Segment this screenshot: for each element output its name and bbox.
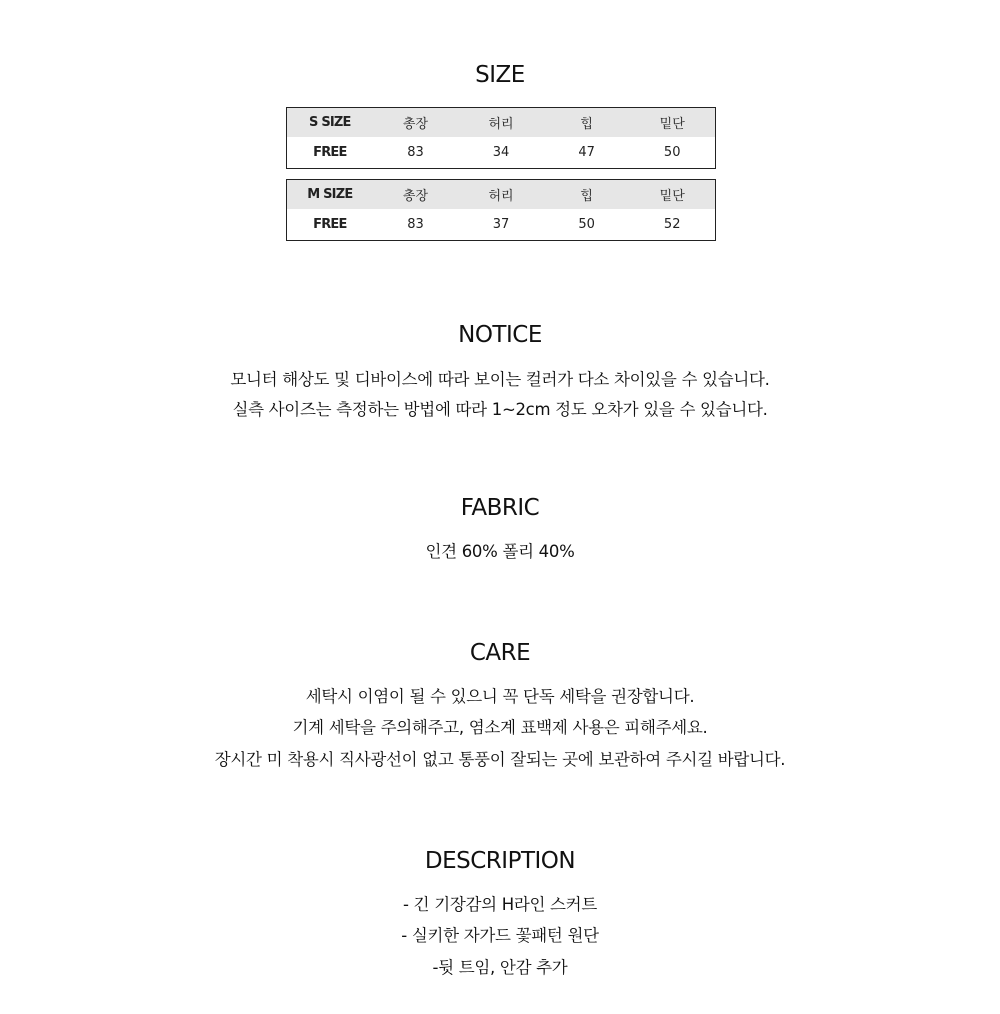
- header-length: 총장: [373, 180, 459, 210]
- value-waist: 34: [458, 137, 544, 169]
- header-waist: 허리: [458, 180, 544, 210]
- care-title: CARE: [469, 640, 531, 666]
- description-line: -뒷 트임, 안감 추가: [432, 958, 568, 977]
- size-table-value-row: [287, 137, 716, 169]
- value-hem: 52: [629, 209, 715, 241]
- description-line: - 실키한 자가드 꽃패턴 원단: [401, 926, 599, 945]
- value-hip: 47: [544, 137, 630, 169]
- size-table-value-row: [287, 209, 716, 241]
- description-title: DESCRIPTION: [424, 848, 576, 874]
- row-label: FREE: [287, 137, 373, 169]
- value-waist: 37: [458, 209, 544, 241]
- size-table-header-row: [287, 108, 716, 138]
- header-hip: 힙: [544, 180, 630, 210]
- notice-title: NOTICE: [458, 322, 542, 348]
- value-hem: 50: [629, 137, 715, 169]
- header-length: 총장: [373, 108, 459, 138]
- care-line: 세탁시 이염이 될 수 있으니 꼭 단독 세탁을 권장합니다.: [305, 687, 695, 706]
- size-table-m: [286, 179, 716, 241]
- size-label: M SIZE: [287, 180, 373, 210]
- header-hip: 힙: [544, 108, 630, 138]
- notice-line: 모니터 해상도 및 디바이스에 따라 보이는 컬러가 다소 차이있을 수 있습니다.: [230, 370, 770, 389]
- value-hip: 50: [544, 209, 630, 241]
- row-label: FREE: [287, 209, 373, 241]
- header-hem: 밑단: [629, 180, 715, 210]
- size-table-s: [286, 107, 716, 169]
- fabric-title: FABRIC: [460, 495, 540, 521]
- header-hem: 밑단: [629, 108, 715, 138]
- care-line: 장시간 미 착용시 직사광선이 없고 통풍이 잘되는 곳에 보관하여 주시길 바랍니다.: [214, 750, 786, 769]
- value-length: 83: [373, 137, 459, 169]
- size-table-header-row: [287, 180, 716, 210]
- notice-line: 실측 사이즈는 측정하는 방법에 따라 1~2cm 정도 오차가 있을 수 있습니다.: [232, 400, 768, 419]
- fabric-line: 인견 60% 폴리 40%: [425, 542, 575, 561]
- value-length: 83: [373, 209, 459, 241]
- size-label: S SIZE: [287, 108, 373, 138]
- size-title: SIZE: [475, 62, 525, 88]
- description-line: - 긴 기장감의 H라인 스커트: [403, 895, 597, 914]
- care-line: 기계 세탁을 주의해주고, 염소계 표백제 사용은 피해주세요.: [292, 718, 708, 737]
- header-waist: 허리: [458, 108, 544, 138]
